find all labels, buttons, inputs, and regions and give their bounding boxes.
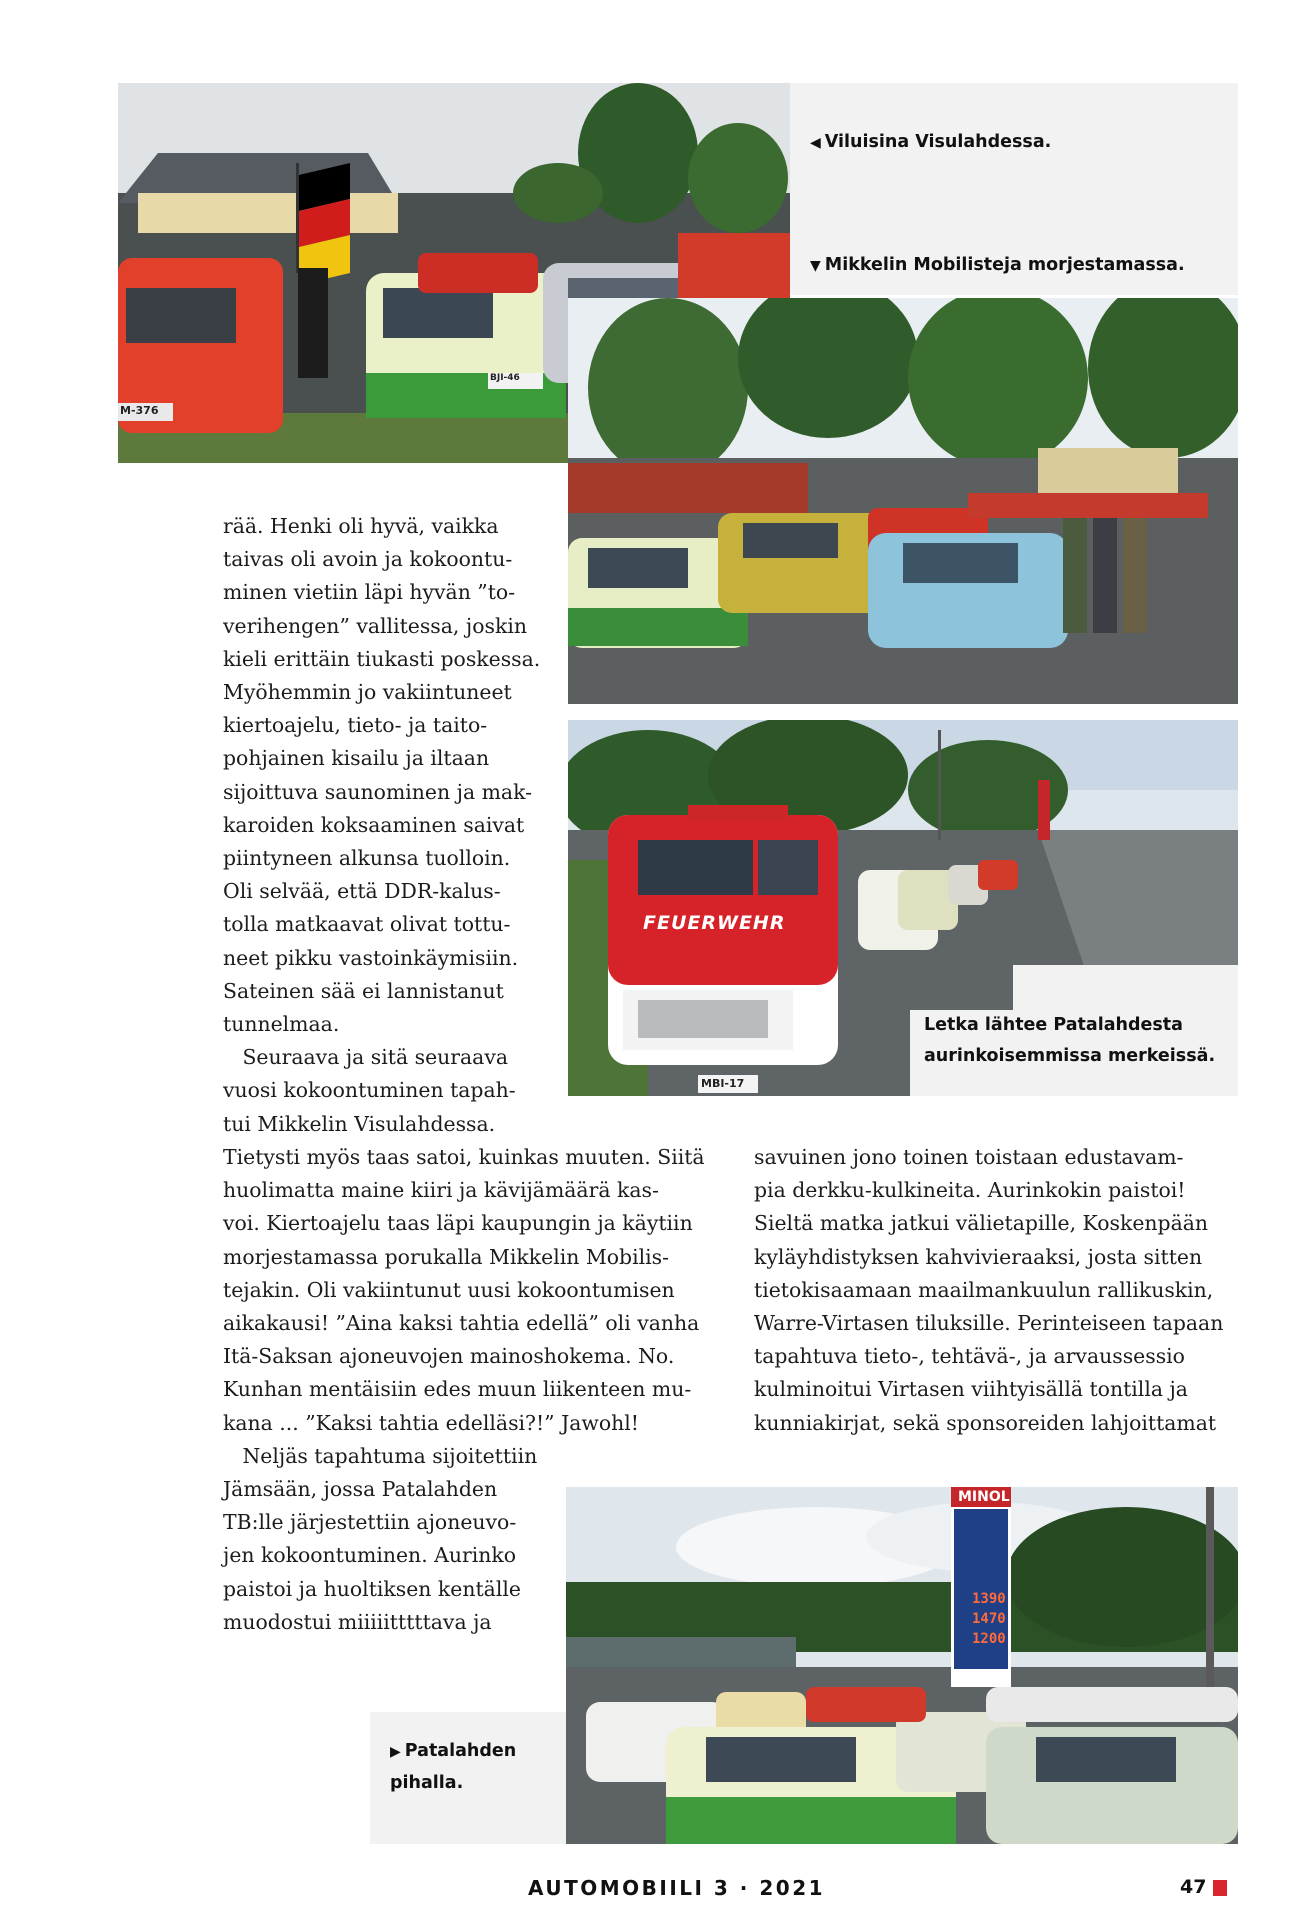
body-column-right: [754, 1141, 1223, 1440]
body-line: aikakausi! ”Aina kaksi tahtia edellä” oli vanha: [223, 1311, 700, 1336]
body-line: morjestamassa porukalla Mikkelin Mobilis-: [223, 1244, 669, 1269]
body-line: kunniakirjat, sekä sponsoreiden lahjoittamat: [754, 1410, 1217, 1435]
body-line: jen kokoontuminen. Aurinko: [223, 1543, 517, 1568]
body-column-left-bottom: [223, 1473, 521, 1639]
body-line: tapahtuva tieto-, tehtävä-, ja arvaussessio: [754, 1344, 1185, 1369]
body-line: Tietysti myös taas satoi, kuinkas muuten. Siitä: [223, 1145, 705, 1169]
body-line: minen vietiin läpi hyvän ”to-: [223, 580, 516, 605]
caption-letka-line2: aurinkoisemmissa merkeissä.: [924, 1046, 1216, 1066]
body-line: tietokisaamaan maailmankuulun rallikuskin,: [754, 1277, 1214, 1302]
station-sign-text: MINOL: [958, 1489, 1010, 1505]
body-line: Sateinen sää ei lannistanut: [223, 978, 504, 1003]
magazine-issue: AUTOMOBIILI 3 · 2021: [528, 1876, 826, 1900]
body-line: tolla matkaavat olivat tottu-: [223, 912, 511, 937]
body-line: tui Mikkelin Visulahdessa.: [223, 1111, 496, 1136]
right-arrow-icon: ▶: [390, 1744, 401, 1760]
left-arrow-icon: ◀: [810, 135, 821, 151]
feuerwehr-text: FEUERWEHR: [643, 912, 786, 934]
body-line: paistoi ja huoltiksen kentälle: [223, 1576, 521, 1601]
body-line: sijoittuva saunominen ja mak-: [223, 779, 532, 804]
body-line: Warre-Virtasen tiluksille. Perinteiseen tapaan: [754, 1311, 1224, 1336]
body-line: karoiden koksaaminen saivat: [223, 812, 525, 837]
body-line: pohjainen kisailu ja iltaan: [223, 746, 490, 771]
price-text-2: 1470: [972, 1611, 1006, 1627]
caption-pihalla-line1: Patalahden: [404, 1741, 517, 1761]
body-line: kana ... ”Kaksi tahtia edelläsi?!” Jawohl!: [223, 1410, 639, 1435]
body-line: tunnelmaa.: [223, 1012, 340, 1037]
body-column-left-mid: [223, 1141, 705, 1473]
body-line: kieli erittäin tiukasti poskessa.: [223, 646, 541, 671]
page-footer: [0, 1876, 1300, 1906]
body-line: Itä-Saksan ajoneuvojen mainoshokema. No.: [223, 1344, 675, 1369]
body-line: kyläyhdistyksen kahvivieraaksi, josta sitten: [754, 1244, 1203, 1269]
photo-patalahden-pihalla: [566, 1487, 1238, 1844]
plate-text-2: M-376: [120, 404, 159, 417]
red-square-icon: [1213, 1880, 1227, 1896]
body-line: huolimatta maine kiiri ja kävijämäärä kas-: [223, 1178, 659, 1203]
caption-mikkelin-mobilisteja: [790, 250, 1238, 295]
photo-mikkelin-mobilisteja: [568, 298, 1238, 704]
body-line: tejakin. Oli vakiintunut uusi kokoontumisen: [223, 1277, 675, 1302]
body-line: taivas oli avoin ja kokoontu-: [223, 547, 513, 572]
body-line: Seuraava ja sitä seuraava: [223, 1045, 509, 1070]
body-line: verihengen” vallitessa, joskin: [223, 613, 527, 638]
body-line: kulminoitui Virtasen viihtyisällä tontilla ja: [754, 1377, 1188, 1402]
down-arrow-icon: ▼: [810, 258, 821, 274]
body-line: savuinen jono toinen toistaan edustavam-: [754, 1145, 1184, 1169]
body-line: TB:lle järjestettiin ajoneuvo-: [223, 1510, 517, 1535]
body-line: muodostui miiiiitttttava ja: [223, 1609, 492, 1634]
caption-patalahden-pihalla: [370, 1712, 566, 1844]
body-line: kiertoajelu, tieto- ja taito-: [223, 713, 488, 738]
body-line: rää. Henki oli hyvä, vaikka: [223, 514, 499, 538]
caption-mikkelin-text: Mikkelin Mobilisteja morjestamassa.: [824, 255, 1185, 275]
body-line: Oli selvää, että DDR-kalus-: [223, 879, 501, 904]
body-line: pia derkku-kulkineita. Aurinkokin paistoi!: [754, 1178, 1186, 1203]
body-line: Jämsään, jossa Patalahden: [223, 1477, 498, 1501]
body-line: piintyneen alkunsa tuolloin.: [223, 846, 511, 871]
plate-text-3: MBI-17: [701, 1077, 745, 1090]
body-line: Neljäs tapahtuma sijoitettiin: [223, 1443, 538, 1468]
body-line: vuosi kokoontuminen tapah-: [223, 1078, 516, 1103]
body-line: Kunhan mentäisiin edes muun liikenteen mu-: [223, 1377, 692, 1402]
caption-letka-text: [910, 1010, 1238, 1096]
body-line: voi. Kiertoajelu taas läpi kaupungin ja käytiin: [223, 1211, 693, 1236]
price-text-1: 1390: [972, 1591, 1006, 1607]
plate-text-1: BJI-46: [490, 373, 520, 383]
body-column-left-top: [223, 510, 540, 1141]
caption-viluisina-text: Viluisina Visulahdessa.: [824, 132, 1052, 152]
price-text-3: 1200: [972, 1631, 1006, 1647]
caption-letka-line1: Letka lähtee Patalahdesta: [924, 1015, 1183, 1035]
body-line: neet pikku vastoinkäymisiin.: [223, 945, 519, 970]
page-number: 47: [1180, 1876, 1207, 1898]
body-line: Sieltä matka jatkui välietapille, Koskenpään: [754, 1211, 1209, 1236]
body-line: Myöhemmin jo vakiintuneet: [223, 680, 512, 705]
caption-pihalla-line2: pihalla.: [390, 1773, 464, 1793]
